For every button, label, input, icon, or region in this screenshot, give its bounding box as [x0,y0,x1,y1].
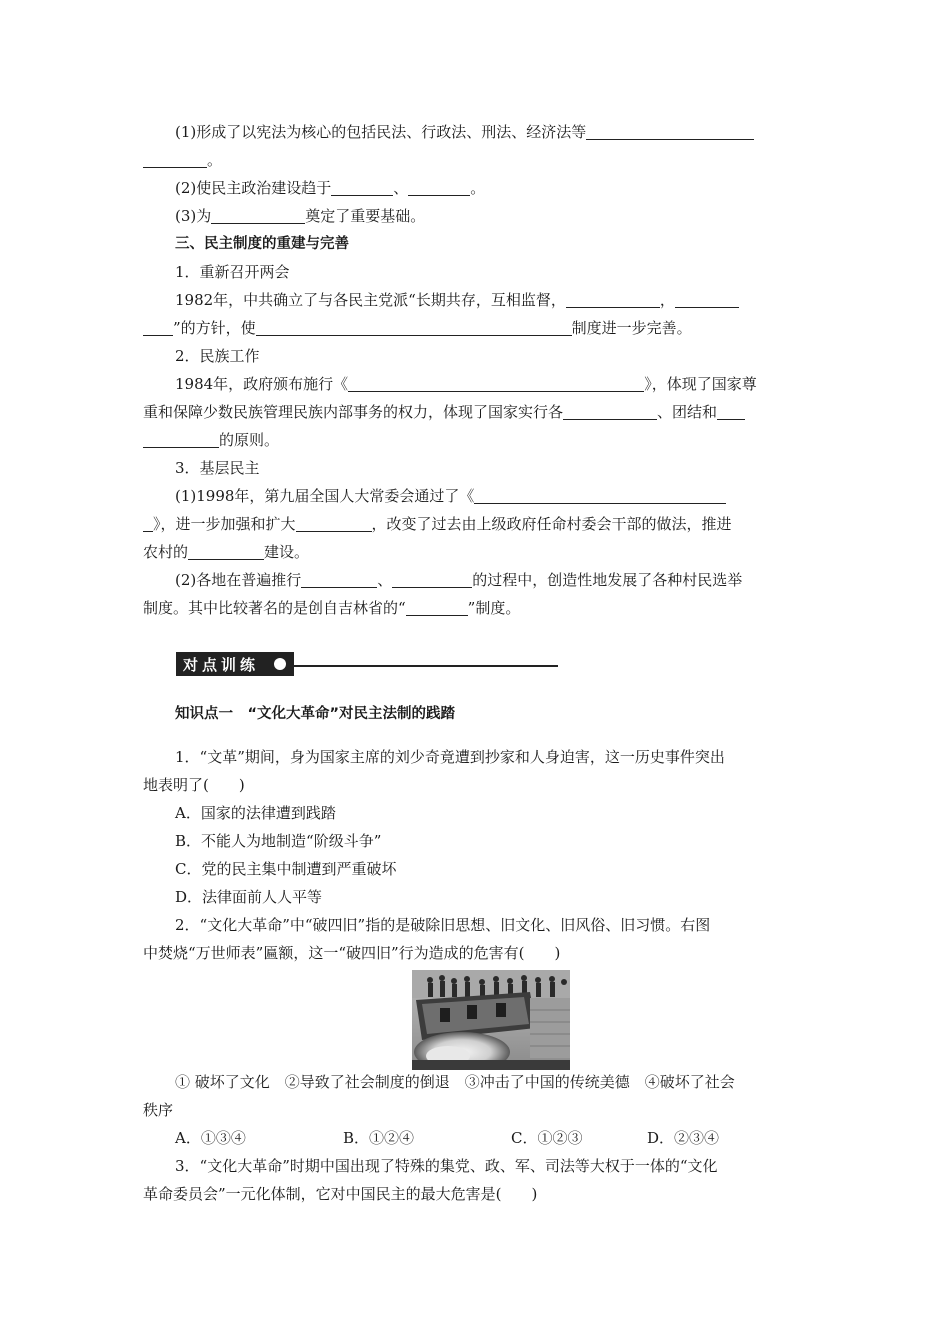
fill-blank[interactable] [717,401,745,420]
question-2 [143,911,808,967]
text-line: (2)使民主政治建设趋于 、 。 [175,179,486,197]
text-line: (3)为 奠定了重要基础。 [175,207,426,225]
section-heading: 三、民主制度的重建与完善 [175,236,349,252]
fill-blank[interactable] [408,177,470,196]
option-a[interactable]: A．国家的法律遭到践踏 [175,804,336,822]
fill-blank[interactable] [563,401,657,420]
question-stem: 1．“文革”期间，身为国家主席的刘少奇竟遭到抄家和人身迫害，这一历史事件突出 [175,748,725,766]
fill-blank[interactable] [474,485,726,504]
text-line: (2)各地在普遍推行 、 的过程中，创造性地发展了各种村民选举 [175,571,743,589]
text-line: 农村的 建设。 [143,543,310,561]
fill-blank[interactable] [143,513,153,532]
option-a[interactable]: A．①③④ [175,1129,246,1147]
fill-blank[interactable] [143,149,207,168]
fill-blank[interactable] [566,289,660,308]
fill-blank[interactable] [675,289,739,308]
knowledge-point-heading-block [143,700,808,728]
fill-blank[interactable] [256,317,572,336]
text-line: 制度。其中比较著名的是创自吉林省的“ ”制度。 [143,599,521,617]
question-stem: 中焚烧“万世师表”匾额，这一“破四旧”行为造成的危害有( ) [143,944,561,962]
statement-items: ① 破坏了文化 ②导致了社会制度的倒退 ③冲击了中国的传统美德 ④破坏了社会 [175,1073,735,1091]
text-line: 》，进一步加强和扩大 ，改变了过去由上级政府任命村委会干部的做法，推进 [143,510,808,538]
fill-blank[interactable] [188,541,264,560]
knowledge-point-heading: 知识点一 “文化大革命”对民主法制的践踏 [175,706,456,722]
question-stem: 3．“文化大革命”时期中国出现了特殊的集党、政、军、司法等大权于一体的“文化 [175,1157,718,1175]
fill-blank[interactable] [331,177,393,196]
bullet-dot-icon [274,658,286,670]
text-line: 1984年，政府颁布施行《 》，体现了国家尊 [175,375,757,393]
choice-row [143,1124,808,1152]
option-d[interactable]: D．法律面前人人平等 [175,888,323,906]
question-3 [143,1152,808,1208]
text-line: 。 [143,146,808,174]
burning-plaque-photo [412,970,570,1070]
option-c[interactable]: C．党的民主集中制遭到严重破坏 [175,860,397,878]
text-line: ”的方针，使 制度进一步完善。 [143,314,808,342]
statement-items: 秩序 [143,1101,174,1119]
fill-blank[interactable] [211,205,305,224]
fill-blank[interactable] [586,121,754,140]
text-line: (1)1998年，第九届全国人大常委会通过了《 [143,482,808,510]
text-line: 的原则。 [143,426,808,454]
question-1 [143,743,808,911]
question-stem: 2．“文化大革命”中“破四旧”指的是破除旧思想、旧文化、旧风俗、旧习惯。右图 [175,916,711,934]
fill-blank[interactable] [348,373,644,392]
option-c[interactable]: C．①②③ [511,1129,583,1147]
subheading: 2．民族工作 [175,347,260,365]
option-d[interactable]: D．②③④ [647,1129,720,1147]
text-line: 重和保障少数民族管理民族内部事务的权力，体现了国家实行各 、团结和 [143,398,808,426]
section-content [143,118,808,622]
text-line: 1982年，中共确立了与各民主党派“长期共存，互相监督， ， [143,286,808,314]
question-stem: 地表明了( ) [143,776,245,794]
subheading: 3．基层民主 [175,459,260,477]
banner-title: 对点训练 [183,656,260,674]
fill-blank[interactable] [143,429,219,448]
fill-blank[interactable] [406,597,468,616]
option-b[interactable]: B．不能人为地制造“阶级斗争” [175,832,382,850]
fill-blank[interactable] [296,513,372,532]
fill-blank[interactable] [301,569,377,588]
question-2-options [143,1068,808,1152]
subheading: 1．重新召开两会 [175,263,290,281]
text-line: (1)形成了以宪法为核心的包括民法、行政法、刑法、经济法等 [143,118,808,146]
banner-rule [294,665,558,667]
option-b[interactable]: B．①②④ [343,1129,415,1147]
question-stem: 革命委员会”一元化体制，它对中国民主的最大危害是( ) [143,1185,538,1203]
practice-banner [176,652,558,676]
fill-blank[interactable] [392,569,472,588]
fill-blank[interactable] [143,317,173,336]
